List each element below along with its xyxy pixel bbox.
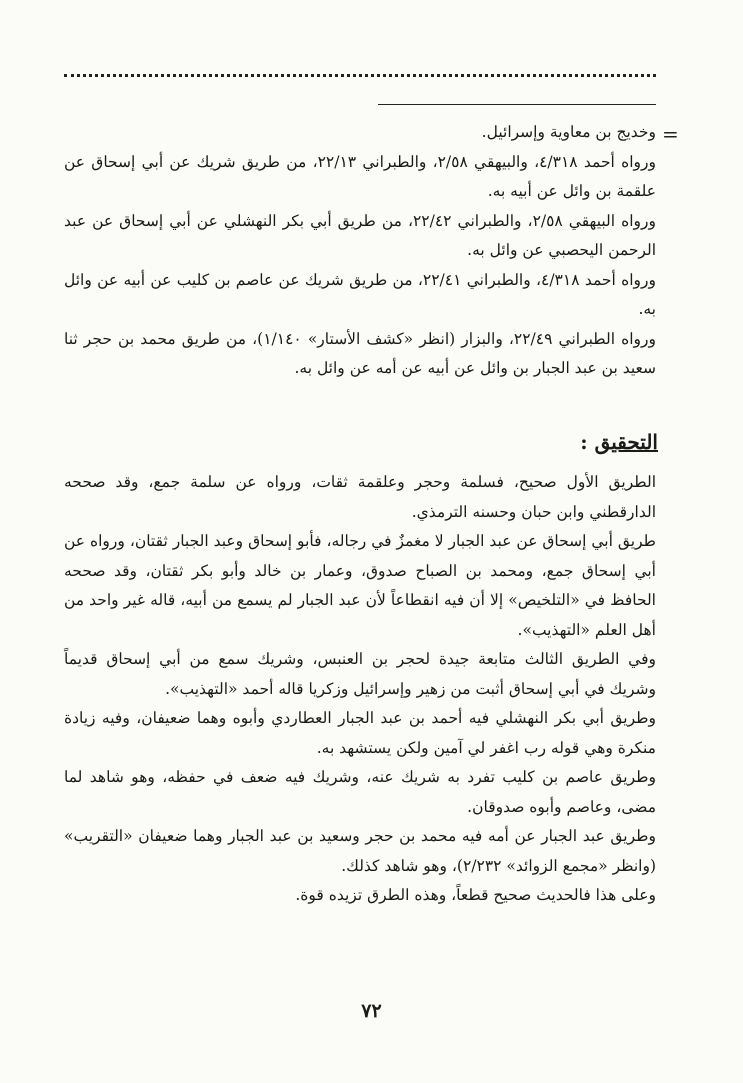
paragraph: وطريق أبي بكر النهشلي فيه أحمد بن عبد الجبار العطاردي وأبوه وهما ضعيفان، وفيه زيادة منكرة وهي قوله رب اغفر لي آمين ولكن يستشهد به. [64,709,656,757]
paragraph: الطريق الأول صحيح، فسلمة وحجر وعلقمة ثقات، ورواه عن سلمة جمع، وقد صححه الدارقطني وابن حبان وحسنه الترمذي. [64,473,656,521]
section-heading [64,428,658,456]
paragraph: وطريق عاصم بن كليب تفرد به شريك عنه، وشريك فيه ضعف في حفظه، وهو شاهد لما مضى، وعاصم وأبوه صدوقان. [64,768,656,816]
paragraph: وعلى هذا فالحديث صحيح قطعاً، وهذه الطرق تزيده قوة. [295,886,656,904]
page-number: ٧٢ [361,1000,382,1022]
footnote-rule [378,104,656,105]
body-text [64,468,656,911]
continuation-mark: = [662,122,679,146]
footnote-line: وخديج بن معاوية وإسرائيل. [481,123,656,141]
footnote-line: ورواه البيهقي ٢/٥٨، والطبراني ٢٢/٤٢، من طريق أبي بكر النهشلي عن أبي إسحاق عن عبد الرحمن اليحصبي عن وائل به. [64,211,656,259]
heading-colon: : [580,430,595,454]
paragraph: طريق أبي إسحاق عن عبد الجبار لا مغمزٌ في رجاله، فأبو إسحاق وعبد الجبار ثقتان، ورواه عن أبي إسحاق جمع، ومحمد بن الصباح صدوق، وعمار بن خالد وأبو بكر ثقتان، وقد صححه الحافظ في «التلخيص» إلا أن فيه انقطاعاً لأن عبد الجبار لم يسمع من أبيه، قاله غير واحد من أهل العلم «التهذيب». [64,532,656,639]
paragraph: وفي الطريق الثالث متابعة جيدة لحجر بن العنبس، وشريك سمع من أبي إسحاق قديماً وشريك في أبي إسحاق أثبت من زهير وإسرائيل وزكريا قاله أحمد «التهذيب». [64,650,656,698]
footnotes-block [64,118,656,384]
paragraph: وطريق عبد الجبار عن أمه فيه محمد بن حجر وسعيد بن عبد الجبار وهما ضعيفان «التقريب» (وانظر «مجمع الزوائد» ٢/٢٣٢)، وهو شاهد كذلك. [64,827,656,875]
heading-label: التحقيق [594,430,658,454]
footnote-line: ورواه أحمد ٤/٣١٨، والطبراني ٢٢/٤١، من طريق شريك عن عاصم بن كليب عن أبيه عن وائل به. [64,270,656,318]
footnote-line: ورواه أحمد ٤/٣١٨، والبيهقي ٢/٥٨، والطبراني ٢٢/١٣، من طريق شريك عن أبي إسحاق عن علقمة بن وائل عن أبيه به. [64,152,656,200]
footnote-line: ورواه الطبراني ٢٢/٤٩، والبزار (انظر «كشف الأستار» ١/١٤٠)، من طريق محمد بن حجر ثنا سعيد بن عبد الجبار بن وائل عن أبيه عن أمه عن وائل به. [64,329,657,377]
top-dotted-separator [64,74,656,77]
